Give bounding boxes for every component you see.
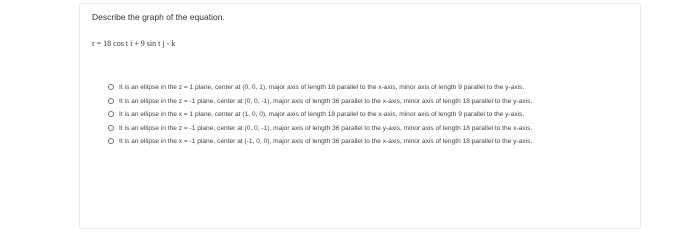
equation: r = 18 cos t i + 9 sin t j - k bbox=[92, 39, 176, 48]
answer-option-label: It is an ellipse in the z = -1 plane, center at (0, 0, -1), major axis of length 36 parallel to the x-axis, minor axis of length 18 parallel to the y-axis. bbox=[119, 97, 533, 105]
question-card bbox=[79, 3, 641, 229]
answer-option[interactable] bbox=[106, 124, 626, 133]
radio-button[interactable] bbox=[108, 125, 114, 131]
radio-button[interactable] bbox=[108, 138, 114, 144]
radio-button[interactable] bbox=[108, 111, 114, 117]
answer-option-label: It is an ellipse in the z = -1 plane, center at (0, 0, -1), major axis of length 36 parallel to the y-axis, minor axis of length 18 parallel to the x-axis. bbox=[119, 124, 533, 132]
question-prompt: Describe the graph of the equation. bbox=[92, 12, 225, 22]
answer-option-label: It is an ellipse in the x = 1 plane, center at (1, 0, 0), major axis of length 18 parallel to the x-axis, minor axis of length 9 parallel to the y-axis. bbox=[119, 111, 525, 118]
radio-button[interactable] bbox=[108, 98, 114, 104]
answer-options bbox=[106, 83, 626, 151]
answer-option[interactable] bbox=[106, 83, 626, 92]
answer-option[interactable] bbox=[106, 137, 626, 146]
answer-option[interactable] bbox=[106, 97, 626, 106]
radio-button[interactable] bbox=[108, 84, 114, 90]
answer-option-label: It is an ellipse in the x = -1 plane, center at (-1, 0, 0), major axis of length 36 parallel to the x-axis, minor axis of length 18 parallel to the y-axis. bbox=[119, 138, 533, 145]
answer-option[interactable] bbox=[106, 110, 626, 119]
answer-option-label: It is an ellipse in the z = 1 plane, center at (0, 0, 1), major axis of length 18 parallel to the x-axis, minor axis of length 9 parallel to the y-axis. bbox=[119, 84, 525, 91]
